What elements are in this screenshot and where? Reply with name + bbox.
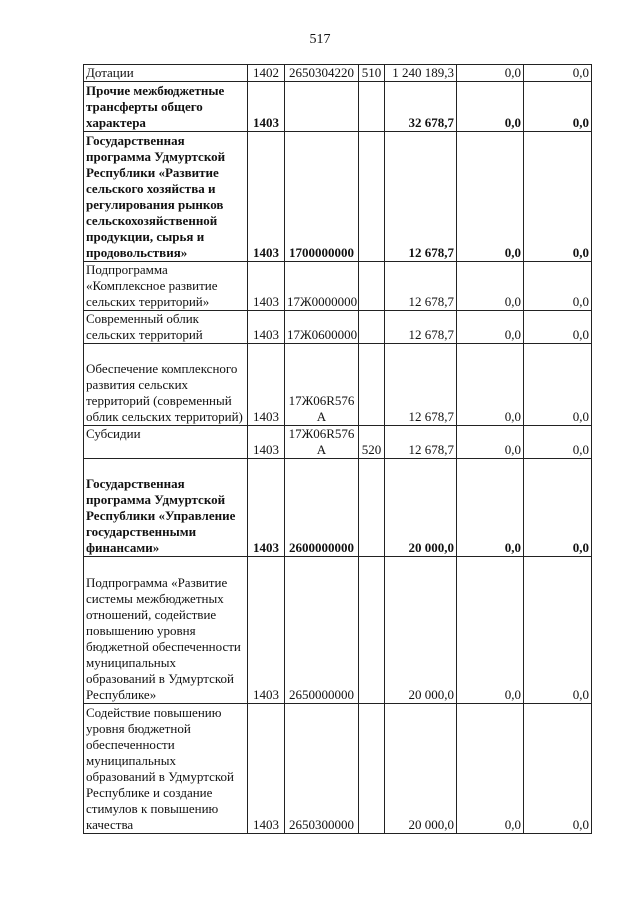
cell-target-article bbox=[285, 82, 359, 132]
cell-sum-1: 20 000,0 bbox=[385, 557, 457, 704]
cell-section: 1402 bbox=[248, 65, 285, 82]
cell-expense-type: 520 bbox=[359, 426, 385, 459]
cell-sum-1: 20 000,0 bbox=[385, 704, 457, 834]
table-row bbox=[84, 65, 592, 82]
cell-sum-2: 0,0 bbox=[457, 82, 524, 132]
cell-sum-2: 0,0 bbox=[457, 311, 524, 344]
table-row bbox=[84, 311, 592, 344]
cell-target-article: 2650304220 bbox=[285, 65, 359, 82]
cell-section: 1403 bbox=[248, 704, 285, 834]
cell-name: Прочие межбюджетные трансферты общего характера bbox=[84, 82, 248, 132]
table-row bbox=[84, 426, 592, 459]
budget-table bbox=[83, 64, 592, 834]
cell-target-article: 2650000000 bbox=[285, 557, 359, 704]
cell-name: Современный облик сельских территорий bbox=[84, 311, 248, 344]
cell-sum-2: 0,0 bbox=[457, 459, 524, 557]
cell-name: Субсидии bbox=[84, 426, 248, 459]
cell-sum-1: 32 678,7 bbox=[385, 82, 457, 132]
cell-sum-3: 0,0 bbox=[524, 426, 592, 459]
cell-sum-1: 1 240 189,3 bbox=[385, 65, 457, 82]
budget-table-body bbox=[84, 65, 592, 834]
cell-sum-3: 0,0 bbox=[524, 704, 592, 834]
table-row bbox=[84, 459, 592, 557]
table-row bbox=[84, 704, 592, 834]
cell-name: Содействие повышению уровня бюджетной обеспеченности муниципальных образований в Удмуртской Республике и создание стимулов к повышению качества bbox=[84, 704, 248, 834]
cell-sum-2: 0,0 bbox=[457, 132, 524, 262]
cell-target-article: 2600000000 bbox=[285, 459, 359, 557]
cell-sum-3: 0,0 bbox=[524, 132, 592, 262]
cell-sum-3: 0,0 bbox=[524, 344, 592, 426]
cell-sum-1: 12 678,7 bbox=[385, 132, 457, 262]
cell-sum-2: 0,0 bbox=[457, 704, 524, 834]
cell-expense-type bbox=[359, 82, 385, 132]
cell-sum-2: 0,0 bbox=[457, 426, 524, 459]
page-number: 517 bbox=[309, 32, 331, 47]
cell-sum-2: 0,0 bbox=[457, 262, 524, 311]
cell-name: Государственная программа Удмуртской Республики «Управление государственными финансами» bbox=[84, 459, 248, 557]
cell-expense-type bbox=[359, 132, 385, 262]
cell-section: 1403 bbox=[248, 132, 285, 262]
cell-section: 1403 bbox=[248, 344, 285, 426]
cell-sum-1: 12 678,7 bbox=[385, 426, 457, 459]
cell-target-article: 17Ж0000000 bbox=[285, 262, 359, 311]
cell-sum-2: 0,0 bbox=[457, 65, 524, 82]
table-row bbox=[84, 82, 592, 132]
cell-section: 1403 bbox=[248, 557, 285, 704]
cell-sum-3: 0,0 bbox=[524, 65, 592, 82]
table-row bbox=[84, 557, 592, 704]
cell-expense-type bbox=[359, 557, 385, 704]
cell-expense-type bbox=[359, 459, 385, 557]
cell-expense-type: 510 bbox=[359, 65, 385, 82]
cell-sum-3: 0,0 bbox=[524, 459, 592, 557]
cell-section: 1403 bbox=[248, 426, 285, 459]
cell-sum-3: 0,0 bbox=[524, 82, 592, 132]
cell-section: 1403 bbox=[248, 311, 285, 344]
table-row bbox=[84, 344, 592, 426]
cell-sum-3: 0,0 bbox=[524, 557, 592, 704]
table-row bbox=[84, 132, 592, 262]
cell-target-article: 17Ж06R576 А bbox=[285, 426, 359, 459]
cell-sum-3: 0,0 bbox=[524, 311, 592, 344]
cell-target-article: 17Ж0600000 bbox=[285, 311, 359, 344]
cell-name: Дотации bbox=[84, 65, 248, 82]
cell-sum-2: 0,0 bbox=[457, 344, 524, 426]
cell-section: 1403 bbox=[248, 82, 285, 132]
cell-expense-type bbox=[359, 344, 385, 426]
cell-sum-1: 12 678,7 bbox=[385, 344, 457, 426]
cell-expense-type bbox=[359, 262, 385, 311]
cell-name: Подпрограмма «Развитие системы межбюджетных отношений, содействие повышению уровня бюджетной обеспеченности муниципальных образований в Удмуртской Республике» bbox=[84, 557, 248, 704]
table-row bbox=[84, 262, 592, 311]
cell-target-article: 17Ж06R576 А bbox=[285, 344, 359, 426]
cell-sum-1: 12 678,7 bbox=[385, 311, 457, 344]
cell-name: Подпрограмма «Комплексное развитие сельских территорий» bbox=[84, 262, 248, 311]
cell-sum-3: 0,0 bbox=[524, 262, 592, 311]
cell-section: 1403 bbox=[248, 459, 285, 557]
cell-target-article: 2650300000 bbox=[285, 704, 359, 834]
cell-sum-1: 12 678,7 bbox=[385, 262, 457, 311]
cell-expense-type bbox=[359, 311, 385, 344]
cell-target-article: 1700000000 bbox=[285, 132, 359, 262]
cell-expense-type bbox=[359, 704, 385, 834]
cell-section: 1403 bbox=[248, 262, 285, 311]
cell-sum-2: 0,0 bbox=[457, 557, 524, 704]
cell-sum-1: 20 000,0 bbox=[385, 459, 457, 557]
cell-name: Государственная программа Удмуртской Республики «Развитие сельского хозяйства и регулирования рынков сельскохозяйственной продукции, сырья и продовольствия» bbox=[84, 132, 248, 262]
cell-name: Обеспечение комплексного развития сельских территорий (современный облик сельских территорий) bbox=[84, 344, 248, 426]
